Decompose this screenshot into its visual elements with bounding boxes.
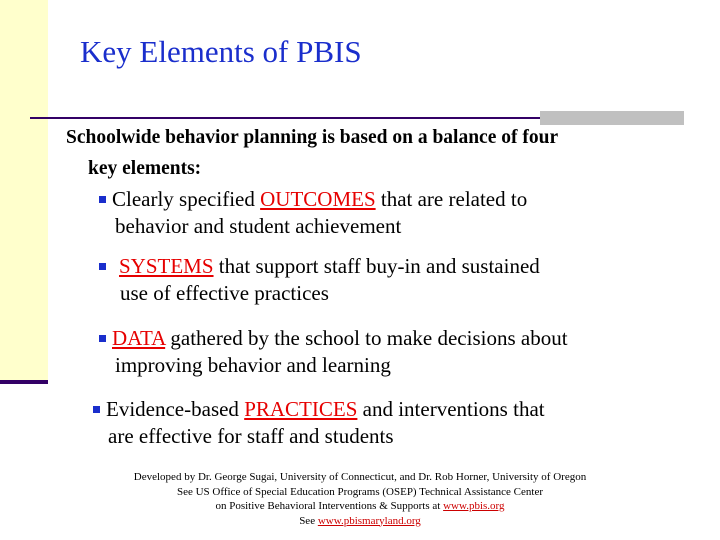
intro-line-2: key elements: (88, 158, 202, 179)
square-bullet-icon (99, 196, 106, 203)
footer-line-3-text: on Positive Behavioral Interventions & Supports at (215, 500, 444, 512)
footer-line-4-text: See (299, 514, 318, 527)
pbismaryland-link[interactable]: www.pbismaryland.org (317, 514, 421, 527)
keyword-systems: SYSTEMS (119, 254, 214, 278)
square-bullet-icon (93, 406, 100, 413)
bullet-text-before: Evidence-based (106, 397, 245, 421)
keyword-practices: PRACTICES (244, 397, 358, 421)
slide-title: Key Elements of PBIS (80, 34, 362, 69)
footer-line-4 (0, 514, 720, 529)
pbis-link[interactable]: www.pbis.org (443, 500, 505, 512)
bullet-text-after: and interventions that (357, 397, 545, 421)
footer-line-3 (0, 499, 720, 514)
bullet-text-after: that are related to (375, 187, 528, 211)
footer-line-2: See US Office of Special Education Programs (OSEP) Technical Assistance Center (176, 485, 543, 498)
footer-credits (0, 470, 720, 528)
bullet-text-before: Clearly specified (112, 187, 261, 211)
left-accent-band (0, 0, 48, 382)
keyword-data: DATA (112, 326, 166, 350)
intro-text (66, 122, 558, 184)
bullet-text-line-2: are effective for staff and students (108, 424, 394, 448)
bullet-outcomes (99, 186, 527, 240)
bullet-text-line-2: use of effective practices (120, 281, 329, 305)
title-divider (30, 117, 590, 119)
intro-line-1: Schoolwide behavior planning is based on a balance of four (66, 127, 559, 148)
title-divider-bar (540, 111, 684, 125)
bullet-text-line-2: behavior and student achievement (115, 214, 402, 238)
square-bullet-icon (99, 335, 106, 342)
left-accent-rule (0, 380, 48, 384)
keyword-outcomes: OUTCOMES (260, 187, 376, 211)
bullet-text-after: that support staff buy-in and sustained (213, 254, 540, 278)
bullet-systems (99, 253, 540, 307)
bullet-text-after: gathered by the school to make decisions about (165, 326, 568, 350)
bullet-practices (93, 396, 545, 450)
bullet-data (99, 325, 568, 379)
square-bullet-icon (99, 263, 106, 270)
bullet-text-line-2: improving behavior and learning (115, 353, 391, 377)
footer-line-1: Developed by Dr. George Sugai, University of Connecticut, and Dr. Rob Horner, University of Oregon (133, 471, 587, 483)
